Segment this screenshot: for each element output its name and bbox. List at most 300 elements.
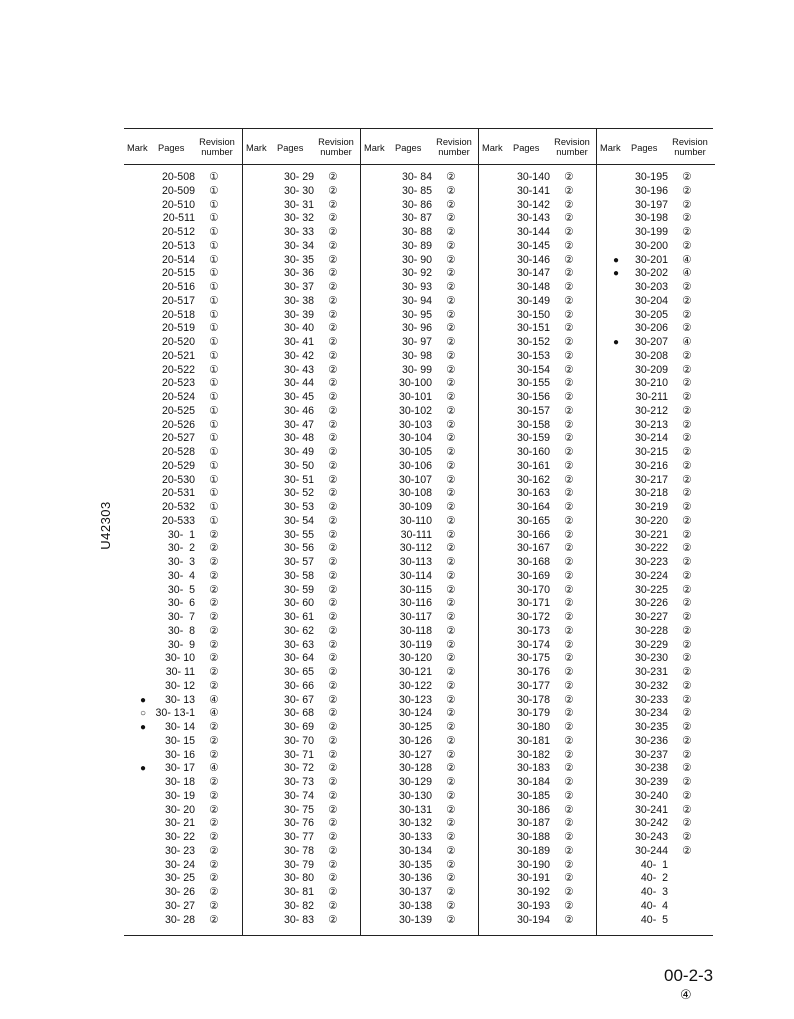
page-cell: 30- 6 <box>167 597 195 610</box>
page-cell: 30-208 <box>635 349 668 362</box>
page-cell: 30-162 <box>517 473 550 486</box>
revision-number-cell: ② <box>564 239 574 252</box>
table-row <box>361 350 479 364</box>
table-row <box>243 212 361 226</box>
page-cell: 30-130 <box>399 789 432 802</box>
revision-number-cell: ② <box>446 624 456 637</box>
revision-mark: ● <box>139 763 147 775</box>
page-cell: 30- 54 <box>283 514 314 527</box>
page-number: 00-2-3 <box>664 966 714 985</box>
revision-number-cell: ② <box>209 666 219 678</box>
revision-number-cell: ② <box>328 336 338 348</box>
page-cell: 30-186 <box>517 803 550 816</box>
page-cell: 30-157 <box>517 404 550 417</box>
page-cell: 30-152 <box>517 336 550 348</box>
table-row <box>597 584 715 598</box>
page-cell: 30- 33 <box>283 226 314 238</box>
page-cell: 30-121 <box>399 666 432 678</box>
revision-number-cell: ② <box>328 776 338 788</box>
revision-mark: ● <box>612 268 620 280</box>
table-row <box>124 529 242 543</box>
revision-number-cell: ② <box>682 624 692 637</box>
page-cell: 30- 45 <box>283 391 314 403</box>
page-cell: 30- 95 <box>401 308 432 321</box>
table-row <box>597 845 715 859</box>
page-cell: 30- 32 <box>283 212 314 225</box>
page-cell: 30- 69 <box>283 721 314 733</box>
page-cell: 30-126 <box>399 734 432 747</box>
revision-number-cell: ② <box>682 308 692 321</box>
page-cell: 20-517 <box>162 294 195 307</box>
page-cell: 20-533 <box>162 514 195 527</box>
table-row <box>124 914 242 928</box>
page-cell: 30-158 <box>517 418 550 431</box>
table-row <box>479 859 597 873</box>
revision-number-cell: ② <box>328 556 338 568</box>
revision-number-cell: ② <box>682 789 692 802</box>
table-row <box>361 501 479 515</box>
table-row <box>597 446 715 460</box>
table-row <box>124 611 242 625</box>
table-row <box>597 281 715 295</box>
revision-number-cell: ② <box>328 198 338 211</box>
revision-number-cell: ② <box>446 721 456 733</box>
page-cell: 30- 98 <box>401 349 432 362</box>
page-cell: 30-139 <box>399 913 432 926</box>
table-row <box>597 212 715 226</box>
page-cell: 30-134 <box>399 844 432 857</box>
page-cell: 20-522 <box>162 363 195 376</box>
table-row <box>243 625 361 639</box>
page-cell: 30-206 <box>635 322 668 335</box>
page-cell: 40- 4 <box>640 899 668 912</box>
page-cell: 30-164 <box>517 501 550 513</box>
page-cell: 30-219 <box>635 501 668 513</box>
table-row <box>361 652 479 666</box>
page-cell: 30-156 <box>517 391 550 403</box>
revision-number-cell: ② <box>564 267 574 280</box>
table-row <box>124 377 242 391</box>
page-cell: 30-240 <box>635 789 668 802</box>
table-row <box>597 611 715 625</box>
revision-number-cell: ② <box>328 514 338 527</box>
table-row <box>243 336 361 350</box>
page-cell: 30- 41 <box>283 336 314 348</box>
table-row <box>597 652 715 666</box>
table-row <box>361 570 479 584</box>
revision-number-cell: ② <box>328 432 338 445</box>
revision-number-cell: ② <box>446 239 456 252</box>
document-code: U42303 <box>97 501 113 550</box>
table-row <box>361 391 479 405</box>
table-row <box>243 391 361 405</box>
revision-number-cell: ② <box>564 404 574 417</box>
page-cell: 30-116 <box>399 597 432 610</box>
table-row <box>597 336 715 350</box>
revision-number-cell: ② <box>682 226 692 238</box>
table-row <box>597 391 715 405</box>
page-cell: 30-201 <box>635 253 668 266</box>
table-row <box>361 859 479 873</box>
page-cell: 30-203 <box>635 281 668 293</box>
revision-number-cell: ② <box>328 212 338 225</box>
table-row <box>479 584 597 598</box>
table-row <box>479 542 597 556</box>
page-cell: 20-523 <box>162 377 195 390</box>
table-row <box>361 776 479 790</box>
table-row <box>243 900 361 914</box>
table-row <box>243 859 361 873</box>
table-row <box>361 886 479 900</box>
page-cell: 30-216 <box>635 459 668 472</box>
table-row <box>479 886 597 900</box>
table-row <box>597 199 715 213</box>
table-row <box>479 336 597 350</box>
table-row <box>243 364 361 378</box>
revision-number-cell: ② <box>446 844 456 857</box>
table-row <box>597 680 715 694</box>
revision-number-cell: ② <box>446 803 456 816</box>
table-row <box>479 721 597 735</box>
revision-number-cell: ② <box>328 844 338 857</box>
revision-number-cell: ② <box>328 308 338 321</box>
revision-number-cell: ② <box>446 762 456 775</box>
page-cell: 30- 35 <box>283 253 314 266</box>
page-cell: 30-177 <box>517 679 550 692</box>
revision-mark: ● <box>612 254 620 266</box>
table-row <box>597 529 715 543</box>
revision-number-cell: ② <box>446 748 456 761</box>
page-cell: 30- 13-1 <box>155 707 195 720</box>
table-row <box>361 611 479 625</box>
page-cell: 40- 1 <box>640 858 668 871</box>
table-row <box>479 529 597 543</box>
revision-number-cell: ② <box>446 459 456 472</box>
revision-number-cell: ② <box>446 294 456 307</box>
page-cell: 30- 16 <box>164 748 195 761</box>
page-cell: 20-518 <box>162 308 195 321</box>
page-cell: 20-532 <box>162 501 195 513</box>
revision-number-cell: ② <box>446 776 456 788</box>
table-row <box>479 350 597 364</box>
revision-number-cell: ② <box>564 349 574 362</box>
table-row <box>597 254 715 268</box>
revision-number-cell: ② <box>446 363 456 376</box>
revision-number-cell: ② <box>564 473 574 486</box>
page-cell: 30-231 <box>635 666 668 678</box>
revision-number-cell: ② <box>328 583 338 596</box>
table-row <box>597 790 715 804</box>
page-cell: 30- 70 <box>283 734 314 747</box>
revision-number-cell: ② <box>564 459 574 472</box>
page-cell: 30- 31 <box>283 198 314 211</box>
table-row <box>597 556 715 570</box>
revision-number-cell: ② <box>682 514 692 527</box>
page-cell: 30- 9 <box>167 638 195 651</box>
table-row <box>361 254 479 268</box>
table-row <box>597 474 715 488</box>
header-mark: Mark <box>127 143 148 153</box>
page-cell: 30- 26 <box>164 886 195 898</box>
table-row <box>479 254 597 268</box>
revision-number-cell: ② <box>564 487 574 500</box>
table-row <box>479 817 597 831</box>
revision-number-cell: ② <box>564 652 574 665</box>
page-cell: 30- 7 <box>167 611 195 623</box>
table-row <box>243 556 361 570</box>
table-row <box>124 240 242 254</box>
revision-number-cell: ② <box>564 418 574 431</box>
table-row <box>479 872 597 886</box>
page-cell: 30- 19 <box>164 789 195 802</box>
table-row <box>243 666 361 680</box>
column-header <box>243 129 361 165</box>
table-row <box>361 542 479 556</box>
page-cell: 30- 48 <box>283 432 314 445</box>
revision-number-cell: ② <box>564 803 574 816</box>
table-row <box>361 762 479 776</box>
revision-number-cell: ② <box>682 212 692 225</box>
table-row <box>124 872 242 886</box>
page-cell: 30- 59 <box>283 583 314 596</box>
revision-number-cell: ② <box>564 514 574 527</box>
page-cell: 30-243 <box>635 831 668 843</box>
revision-number-cell: ② <box>446 831 456 843</box>
table-row <box>243 597 361 611</box>
page-cell: 30- 56 <box>283 542 314 555</box>
table-row <box>361 171 479 185</box>
page-cell: 30-197 <box>635 198 668 211</box>
table-row <box>243 831 361 845</box>
table-row <box>243 886 361 900</box>
revision-number-cell: ② <box>446 404 456 417</box>
page-cell: 30- 27 <box>164 899 195 912</box>
table-column <box>124 129 242 935</box>
page-cell: 30-140 <box>517 171 550 183</box>
page-cell: 30-241 <box>635 803 668 816</box>
revision-number-cell: ④ <box>209 693 219 706</box>
page-cell: 30- 14 <box>164 721 195 733</box>
table-row <box>361 322 479 336</box>
table-row <box>124 694 242 708</box>
table-row <box>124 804 242 818</box>
table-row <box>243 474 361 488</box>
revision-number-cell: ② <box>446 212 456 225</box>
table-row <box>361 281 479 295</box>
table-row <box>361 707 479 721</box>
page-cell: 30-165 <box>517 514 550 527</box>
table-row <box>361 721 479 735</box>
table-row <box>124 474 242 488</box>
table-row <box>243 680 361 694</box>
page-cell: 30-193 <box>517 899 550 912</box>
revision-number-cell: ② <box>564 391 574 403</box>
revision-number-cell: ② <box>564 748 574 761</box>
table-row <box>597 542 715 556</box>
table-row <box>361 556 479 570</box>
table-row <box>597 226 715 240</box>
table-row <box>479 212 597 226</box>
table-row <box>479 776 597 790</box>
page-cell: 30-215 <box>635 446 668 458</box>
revision-number-cell: ② <box>564 542 574 555</box>
page-cell: 30-145 <box>517 239 550 252</box>
table-row <box>124 254 242 268</box>
table-row <box>124 199 242 213</box>
page-cell: 30-242 <box>635 817 668 830</box>
revision-number-cell: ② <box>682 198 692 211</box>
table-row <box>361 790 479 804</box>
revision-number-cell: ② <box>564 583 574 596</box>
table-row <box>243 749 361 763</box>
revision-number-cell: ② <box>328 679 338 692</box>
revision-number-cell: ② <box>564 817 574 830</box>
page-cell: 30-113 <box>399 556 432 568</box>
revision-number-cell: ② <box>446 542 456 555</box>
page-cell: 30- 3 <box>167 556 195 568</box>
revision-number-cell: ② <box>209 858 219 871</box>
column-header <box>597 129 715 165</box>
page-cell: 30- 50 <box>283 459 314 472</box>
page-cell: 30-173 <box>517 624 550 637</box>
table-row <box>479 419 597 433</box>
page-cell: 30- 80 <box>283 872 314 885</box>
page-cell: 30-185 <box>517 789 550 802</box>
table-rows <box>243 171 361 927</box>
page-cell: 30-104 <box>399 432 432 445</box>
revision-number-cell: ② <box>682 569 692 582</box>
page-cell: 30- 46 <box>283 404 314 417</box>
revision-number-cell: ② <box>446 597 456 610</box>
table-column <box>242 129 361 935</box>
page-cell: 30-235 <box>635 721 668 733</box>
revision-number-cell: ② <box>446 281 456 293</box>
revision-number-cell: ② <box>328 707 338 720</box>
page-cell: 30- 60 <box>283 597 314 610</box>
table-row <box>243 570 361 584</box>
table-row <box>243 309 361 323</box>
table-row <box>597 364 715 378</box>
page-cell: 30-214 <box>635 432 668 445</box>
page-cell: 30- 52 <box>283 487 314 500</box>
page-cell: 30- 22 <box>164 831 195 843</box>
table-row <box>124 776 242 790</box>
revision-number-cell: ② <box>328 226 338 238</box>
page-cell: 30-167 <box>517 542 550 555</box>
page-cell: 30-123 <box>399 693 432 706</box>
revision-number-cell: ② <box>328 528 338 541</box>
page-cell: 30- 87 <box>401 212 432 225</box>
revision-number-cell: ② <box>682 171 692 183</box>
table-row <box>597 460 715 474</box>
page-cell: 20-524 <box>162 391 195 403</box>
page-cell: 30- 2 <box>167 542 195 555</box>
table-row <box>479 694 597 708</box>
revision-number-cell: ② <box>682 349 692 362</box>
revision-table <box>124 128 713 936</box>
page-cell: 40- 5 <box>640 913 668 926</box>
page-cell: 30- 61 <box>283 611 314 623</box>
page-cell: 30-189 <box>517 844 550 857</box>
page-cell: 30- 11 <box>165 666 195 678</box>
page-cell: 20-519 <box>162 322 195 335</box>
table-row <box>479 749 597 763</box>
page-cell: 30- 38 <box>283 294 314 307</box>
table-row <box>479 597 597 611</box>
table-row <box>243 281 361 295</box>
page-cell: 30- 53 <box>283 501 314 513</box>
table-row <box>124 391 242 405</box>
revision-number-cell: ② <box>209 638 219 651</box>
page-cell: 30-232 <box>635 679 668 692</box>
page-cell: 30- 20 <box>164 803 195 816</box>
page-cell: 30-224 <box>635 569 668 582</box>
page-cell: 30- 84 <box>401 171 432 183</box>
revision-number-cell: ② <box>564 693 574 706</box>
table-row <box>597 309 715 323</box>
revision-number-cell: ② <box>564 831 574 843</box>
page-cell: 30-179 <box>517 707 550 720</box>
page-cell: 30-124 <box>399 707 432 720</box>
page-cell: 30-217 <box>635 473 668 486</box>
revision-number-cell: ② <box>682 803 692 816</box>
revision-number-cell: ② <box>328 638 338 651</box>
revision-number-cell: ② <box>209 748 219 761</box>
page-cell: 30- 86 <box>401 198 432 211</box>
revision-number-cell: ② <box>564 899 574 912</box>
table-row <box>597 735 715 749</box>
page-cell: 30-198 <box>635 212 668 225</box>
table-row <box>479 914 597 928</box>
table-row <box>124 666 242 680</box>
revision-number-cell: ① <box>209 514 219 527</box>
table-row <box>361 515 479 529</box>
table-row <box>597 762 715 776</box>
page-cell: 30- 39 <box>283 308 314 321</box>
revision-number-cell: ② <box>328 446 338 458</box>
page-cell: 30-174 <box>517 638 550 651</box>
revision-mark: ● <box>139 722 147 733</box>
page-cell: 30-117 <box>399 611 432 623</box>
revision-number-cell: ② <box>446 556 456 568</box>
table-row <box>361 199 479 213</box>
table-row <box>124 721 242 735</box>
table-row <box>597 240 715 254</box>
revision-number-cell: ② <box>682 721 692 733</box>
table-row <box>479 199 597 213</box>
revision-number-cell: ① <box>209 391 219 403</box>
revision-number-cell: ② <box>446 886 456 898</box>
table-row <box>124 446 242 460</box>
revision-number-cell: ① <box>209 171 219 183</box>
page-cell: 30- 1 <box>167 528 195 541</box>
revision-number-cell: ② <box>682 418 692 431</box>
revision-number-cell: ② <box>564 624 574 637</box>
table-row <box>243 377 361 391</box>
revision-number-cell: ② <box>209 556 219 568</box>
page-cell: 30-150 <box>517 308 550 321</box>
revision-number-cell: ② <box>564 597 574 610</box>
page-cell: 30- 4 <box>167 569 195 582</box>
page-cell: 30-151 <box>517 322 550 335</box>
table-row <box>361 831 479 845</box>
revision-number-cell: ② <box>328 817 338 830</box>
table-row <box>597 886 715 900</box>
revision-number-cell: ② <box>564 171 574 183</box>
revision-number-cell: ② <box>209 844 219 857</box>
table-row <box>479 460 597 474</box>
table-row <box>124 652 242 666</box>
